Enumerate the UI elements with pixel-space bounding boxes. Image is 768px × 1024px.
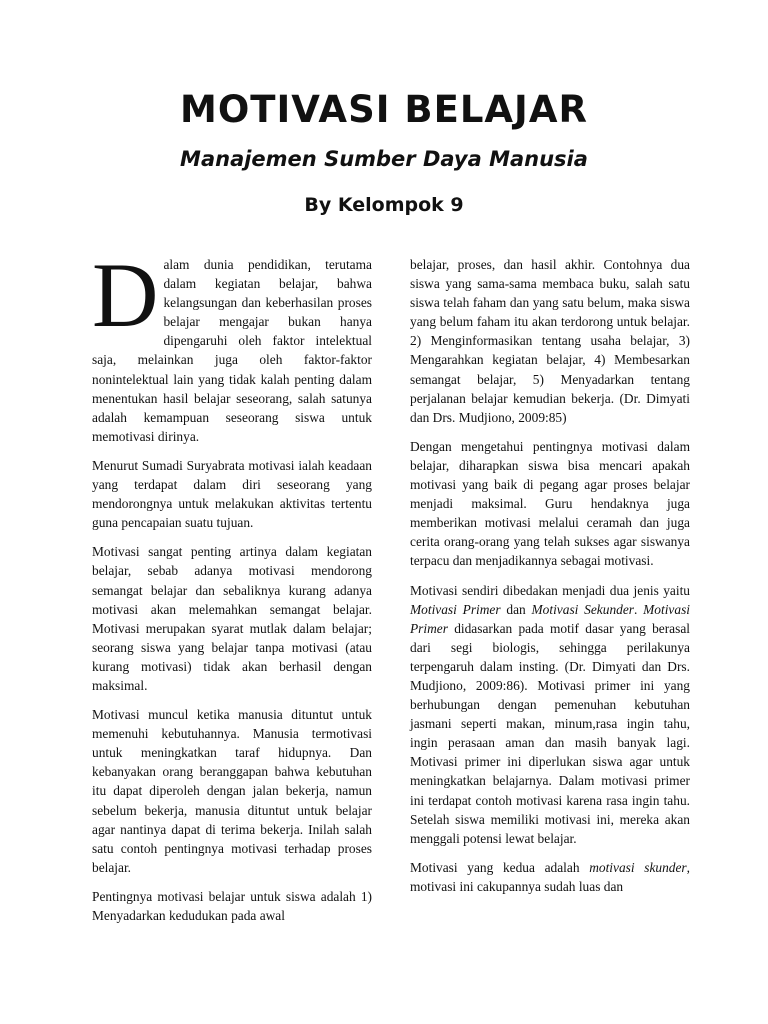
- paragraph: belajar, proses, dan hasil akhir. Contohnya dua siswa yang sama-sama membaca buku, salah satu siswa telah faham dan yang satu belum, maka siswa yang belum faham itu akan terdorong untuk belajar. 2) Menginformasikan tentang usaha belajar, 3) Mengarahkan kegiatan belajar, 4) Membesarkan semangat belajar, 5) Menyadarkan tentang perjalanan belajar kemudian bekerja. (Dr. Dimyati dan Drs. Mudjiono, 2009:85): [410, 257, 690, 425]
- document-subtitle: Manajemen Sumber Daya Manusia: [180, 147, 588, 171]
- paragraph: Motivasi sangat penting artinya dalam kegiatan belajar, sebab adanya motivasi mendorong semangat belajar dan sebaliknya kurang adanya motivasi akan melemahkan semangat belajar. Motivasi merupakan syarat mutlak dalam belajar; seorang siswa yang belajar tanpa motivasi (atau kurang motivasi) tidak akan berhasil dengan maksimal.: [92, 544, 372, 693]
- text-run: Motivasi yang kedua adalah: [410, 859, 590, 875]
- text-run: didasarkan pada motif dasar yang berasal dari segi biologis, sehingga perilakunya terpengaruh dalam insting. (Dr. Dimyati dan Drs. Mudjiono, 2009:86). Motivasi primer ini yang berhubungan dengan pemenuhan kebutuhan jasmani seperti makan, minum,rasa ingin tahu, ingin perasaan aman dan masih banyak lagi. Motivasi primer ini diperlukan siswa agar untuk meningkatkan belajarnya. Dalam motivasi primer ini terdapat contoh motivasi karena rasa ingin tahu. Setelah siswa memiliki motivasi ini, mereka akan menggali potensi lewat belajar.: [410, 620, 690, 846]
- drop-cap: D: [92, 244, 159, 346]
- text-run: dan: [500, 601, 532, 617]
- emphasis-term: Motivasi Primer: [410, 601, 501, 617]
- paragraph: Menurut Sumadi Suryabrata motivasi ialah keadaan yang terdapat dalam diri seseorang yang mendorongnya untuk melakukan aktivitas tertentu guna pencapaian suatu tujuan.: [92, 457, 372, 531]
- right-column: [410, 255, 690, 906]
- paragraph: Dengan mengetahui pentingnya motivasi dalam belajar, diharapkan siswa bisa mencari apakah motivasi yang baik di pegang agar proses belajar menjadi maksimal. Guru hendaknya juga memberikan motivasi melalui ceramah dan juga cerita orang-orang yang telah sukses agar siswanya terpacu dan menjadikannya sebagai motivasi.: [410, 438, 690, 569]
- text-run: Motivasi sendiri dibedakan menjadi dua jenis yaitu: [410, 582, 690, 598]
- document-byline: By Kelompok 9: [304, 194, 464, 216]
- emphasis-term: Motivasi Primer: [410, 601, 691, 636]
- paragraph: Motivasi muncul ketika manusia dituntut untuk memenuhi kebutuhannya. Manusia termotivasi untuk meningkatkan taraf hidupnya. Dan kebanyakan orang beranggapan bahwa kebutuhan itu dapat diperoleh dengan jalan bekerja, namun sebelum bekerja, manusia dituntut untuk belajar agar nantinya dapat di terima bekerja. Inilah salah satu contoh pentingnya motivasi terhadap proses belajar.: [92, 707, 372, 875]
- text-run: , motivasi ini cakupannya sudah luas dan: [410, 859, 690, 894]
- text-run: .: [634, 601, 644, 617]
- paragraph: Pentingnya motivasi belajar untuk siswa adalah 1) Menyadarkan kedudukan pada awal: [92, 888, 372, 923]
- paragraph-motivation-types: [410, 581, 690, 848]
- emphasis-term: Motivasi Sekunder: [531, 601, 634, 617]
- emphasis-term: motivasi skunder: [589, 859, 687, 875]
- paragraph-secondary-motivation: [410, 858, 690, 896]
- paragraph-intro-text: alam dunia pendidikan, terutama dalam kegiatan belajar, bahwa kelangsungan dan keberhasilan proses belajar mengajar bukan hanya dipengaruhi oleh faktor intelektual saja, melainkan juga oleh faktor-faktor nonintelektual lain yang tidak kalah penting dalam menentukan hasil belajar seseorang, salah satunya adalah kemampuan seseorang siswa untuk memotivasi dirinya.: [92, 257, 372, 444]
- left-column: [92, 244, 372, 935]
- paragraph-intro: [92, 244, 372, 446]
- document-title: MOTIVASI BELAJAR: [180, 88, 588, 131]
